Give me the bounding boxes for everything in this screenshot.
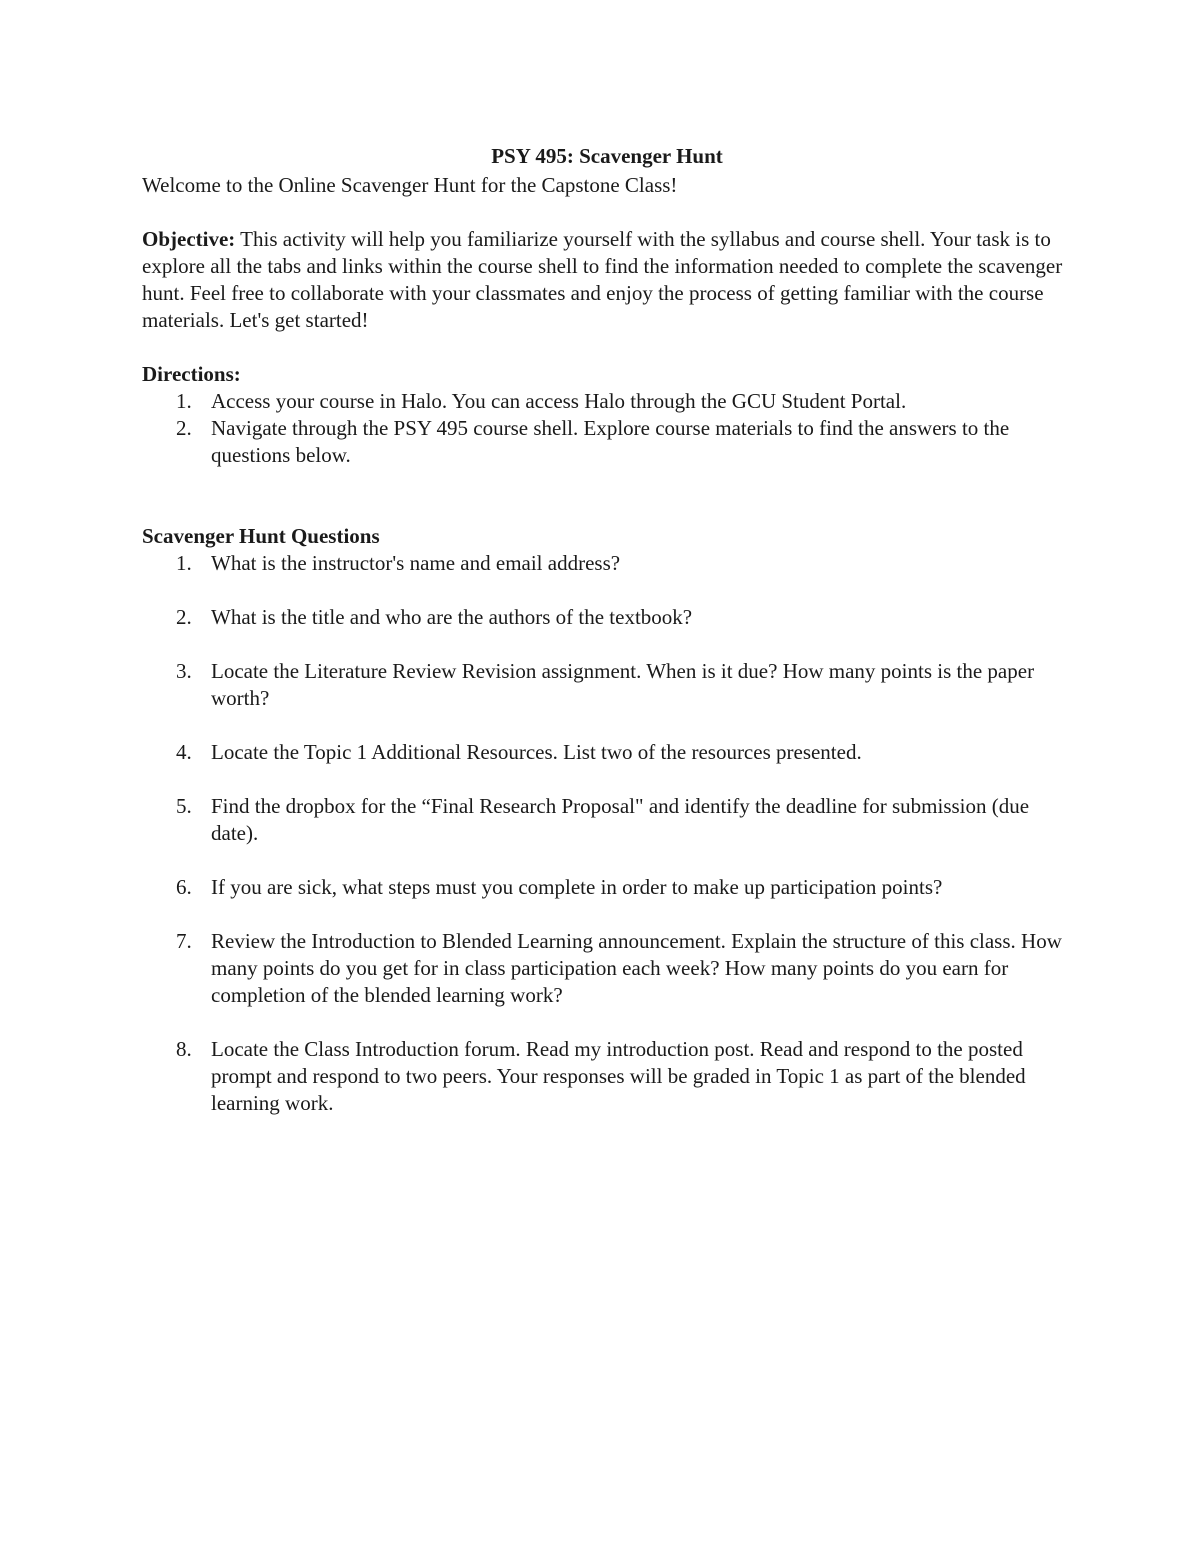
list-text: If you are sick, what steps must you complete in order to make up participation points? bbox=[211, 875, 943, 899]
list-number: 1. bbox=[176, 389, 192, 413]
list-item bbox=[142, 388, 1072, 415]
list-item bbox=[142, 550, 1072, 577]
document-title: PSY 495: Scavenger Hunt bbox=[491, 144, 723, 168]
list-number: 7. bbox=[176, 929, 192, 953]
list-text: Navigate through the PSY 495 course shell. Explore course materials to find the answers to the questions below. bbox=[211, 416, 1010, 467]
list-item bbox=[142, 415, 1072, 469]
list-text: Locate the Topic 1 Additional Resources. List two of the resources presented. bbox=[211, 740, 862, 764]
directions-list bbox=[142, 388, 1072, 469]
list-item bbox=[142, 928, 1072, 1009]
list-number: 6. bbox=[176, 875, 192, 899]
list-number: 2. bbox=[176, 416, 192, 440]
list-number: 1. bbox=[176, 551, 192, 575]
list-text: What is the title and who are the authors of the textbook? bbox=[211, 605, 693, 629]
list-text: Access your course in Halo. You can access Halo through the GCU Student Portal. bbox=[211, 389, 907, 413]
list-text: What is the instructor's name and email address? bbox=[211, 551, 621, 575]
list-number: 2. bbox=[176, 605, 192, 629]
directions-heading: Directions: bbox=[142, 362, 241, 386]
objective-label: Objective: bbox=[142, 227, 236, 251]
list-item bbox=[142, 1036, 1072, 1117]
objective-paragraph bbox=[142, 226, 1072, 334]
list-text: Locate the Literature Review Revision assignment. When is it due? How many points is the paper worth? bbox=[211, 659, 1035, 710]
list-item bbox=[142, 874, 1072, 901]
list-item bbox=[142, 604, 1072, 631]
list-item bbox=[142, 658, 1072, 712]
list-item bbox=[142, 739, 1072, 766]
list-number: 3. bbox=[176, 659, 192, 683]
list-number: 4. bbox=[176, 740, 192, 764]
welcome-text: Welcome to the Online Scavenger Hunt for the Capstone Class! bbox=[142, 173, 678, 197]
list-text: Locate the Class Introduction forum. Read my introduction post. Read and respond to the posted prompt and respond to two peers. Your responses will be graded in Topic 1 as part of the blended learning work. bbox=[211, 1037, 1026, 1115]
objective-text: This activity will help you familiarize yourself with the syllabus and course shell. Your task is to explore all the tabs and links within the course shell to find the information needed to complete the scavenger hunt. Feel free to collaborate with your classmates and enjoy the process of getting familiar with the course materials. Let's get started! bbox=[142, 227, 1063, 332]
list-text: Find the dropbox for the “Final Research Proposal" and identify the deadline for submission (due date). bbox=[211, 794, 1030, 845]
list-text: Review the Introduction to Blended Learning announcement. Explain the structure of this class. How many points do you get for in class participation each week? How many points do you earn for completion of the blended learning work? bbox=[211, 929, 1062, 1007]
questions-list bbox=[142, 550, 1072, 1117]
list-item bbox=[142, 793, 1072, 847]
list-number: 5. bbox=[176, 794, 192, 818]
questions-heading: Scavenger Hunt Questions bbox=[142, 524, 380, 548]
list-number: 8. bbox=[176, 1037, 192, 1061]
document-page bbox=[142, 140, 1072, 1117]
